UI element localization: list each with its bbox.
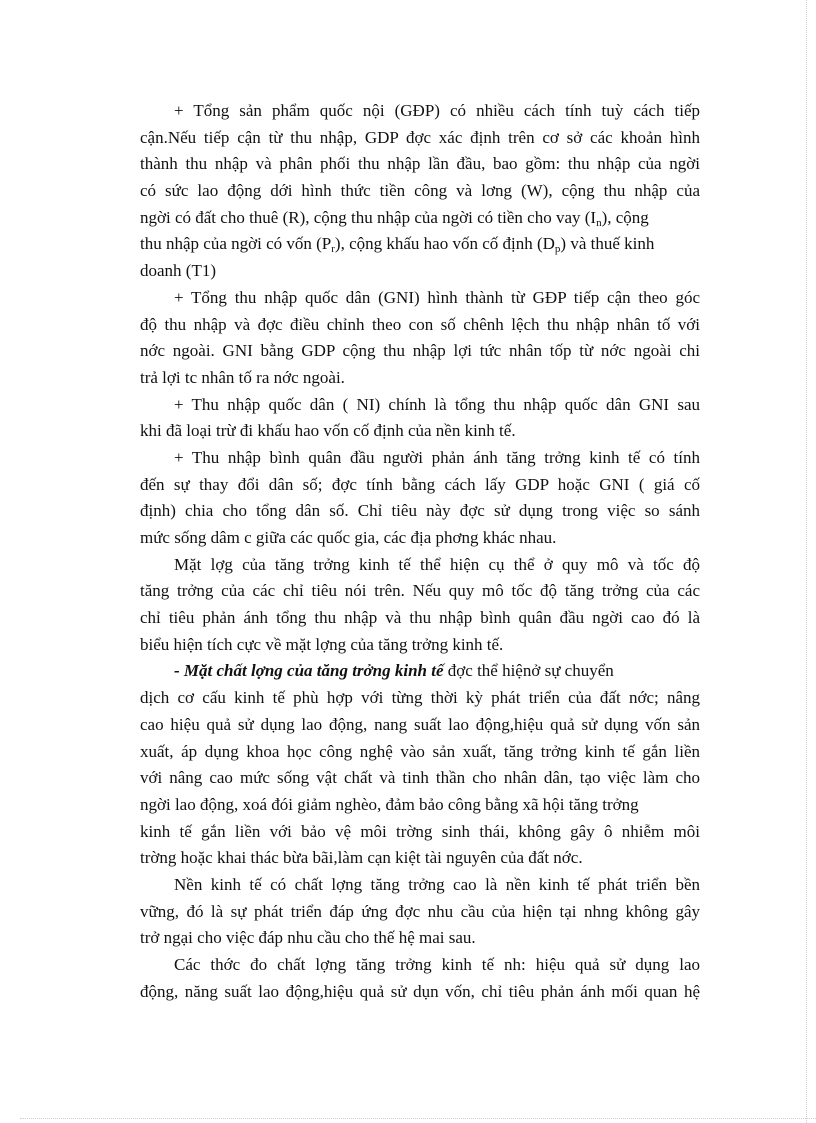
text-line: động, năng suất lao động,hiệu quả sử dụn vốn, chỉ tiêu phản ánh mối quan hệ	[140, 981, 700, 1001]
text-segment: ), cộng	[601, 207, 649, 227]
text-line: xuất, áp dụng khoa học công nghệ vào sản xuất, tăng trởng kinh tế gắn liền	[140, 741, 700, 761]
text-line: + Tổng sản phẩm quốc nội (GĐP) có nhiều cách tính tuỳ cách tiếp	[174, 101, 700, 120]
text-line: vững, đó là sự phát triển đáp ứng đợc nhu cầu của hiện tại nhng không gây	[140, 901, 700, 921]
text-line: chỉ tiêu phản ánh tổng thu nhập và thu nhập bình quân đầu ngời cao đó là	[140, 608, 700, 628]
text-line: nớc ngoài. GNI bằng GDP cộng thu nhập lợi tức nhân tốp từ nớc ngoài chi	[140, 341, 700, 361]
text-line: cao hiệu quả sử dụng lao động, nang suất lao động,hiệu quả sử dụng vốn sản	[140, 714, 700, 734]
text-line: trở ngại cho việc đáp nhu cầu cho thế hệ mai sau.	[140, 928, 476, 948]
text-line: kinh tế gắn liền với bảo vệ môi trờng sinh thái, không gây ô nhiễm môi	[140, 821, 700, 841]
text-segment: đợc thể hiệnở sự chuyển	[443, 661, 614, 681]
text-line: tăng trởng của các chỉ tiêu nói trên. Nếu quy mô tốc độ tăng trởng của các	[140, 581, 700, 601]
text-line: dịch cơ cấu kinh tế phù hợp với từng thời kỳ phát triển của đất nớc; nâng	[140, 688, 700, 708]
text-line	[140, 205, 700, 232]
text-line: cận.Nếu tiếp cận từ thu nhập, GDP đợc xác định trên cơ sở các khoản hình	[140, 127, 700, 147]
subscript-n: n	[596, 216, 602, 229]
text-line	[140, 231, 700, 258]
text-segment: ngời có đất cho thuê (R), cộng thu nhập của ngời có tiền cho vay (I	[140, 207, 597, 227]
subscript-p: p	[554, 243, 561, 256]
page-edge-divider	[806, 0, 807, 1123]
text-line: mức sống dâm c giữa các quốc gia, các địa phơng khác nhau.	[140, 528, 557, 547]
text-line: khi đã loại trừ đi khấu hao vốn cố định của nền kinh tế.	[140, 421, 516, 441]
text-line: độ thu nhập và đợc điều chỉnh theo con số chênh lệch thu nhập nhân tố với	[140, 314, 700, 334]
section-heading: - Mặt chất lợng của tăng trởng kinh tế	[174, 661, 444, 681]
text-line: có sức lao động dới hình thức tiền công và lơng (W), cộng thu nhập của	[140, 181, 700, 201]
text-line: + Thu nhập quốc dân ( NI) chính là tổng thu nhập quốc dân GNI sau	[174, 394, 700, 414]
text-line	[140, 658, 700, 685]
text-line: biểu hiện tích cực về mặt lợng của tăng trởng kinh tế.	[140, 634, 504, 654]
text-line: trờng hoặc khai thác bừa bãi,làm cạn kiệt tài nguyên của đất nớc.	[140, 848, 583, 868]
text-line: + Thu nhập bình quân đầu người phản ánh tăng trởng kinh tế có tính	[174, 447, 700, 467]
text-segment: ) và thuế kinh	[560, 234, 655, 254]
page-bottom-divider	[20, 1118, 816, 1119]
text-line: với nâng cao mức sống vật chất và tinh thần cho nhân dân, tạo việc làm cho	[140, 768, 700, 788]
text-segment: thu nhập của ngời có vốn (P	[140, 234, 332, 254]
text-line: Nền kinh tế có chất lợng tăng trởng cao là nền kinh tế phát triển bền	[174, 874, 700, 894]
text-line: Các thớc đo chất lợng tăng trởng kinh tế nh: hiệu quả sử dụng lao	[174, 955, 700, 974]
text-line: Mặt lợg của tăng trởng kinh tế thể hiện cụ thể ở quy mô và tốc độ	[174, 554, 700, 574]
subscript-r: r	[331, 243, 335, 256]
text-line: ngời lao động, xoá đói giảm nghèo, đảm bảo công bằng xã hội tăng trởng	[140, 794, 639, 814]
text-line: doanh (T1)	[140, 261, 217, 281]
body-text	[140, 98, 700, 1005]
text-line: + Tổng thu nhập quốc dân (GNI) hình thành từ GĐP tiếp cận theo góc	[174, 287, 700, 307]
text-line: thành thu nhập và phân phối thu nhập lần đầu, bao gồm: thu nhập của ngời	[140, 154, 700, 174]
text-line: định) chia cho tổng dân số. Chỉ tiêu này đợc sử dụng trong việc so sánh	[140, 501, 700, 521]
text-line: đến sự thay đổi dân số; đợc tính bằng cách lấy GDP hoặc GNI ( giá cố	[140, 474, 700, 494]
text-segment: ), cộng khấu hao vốn cố định (D	[334, 234, 555, 254]
text-line: trả lợi tc nhân tố ra nớc ngoài.	[140, 367, 345, 387]
